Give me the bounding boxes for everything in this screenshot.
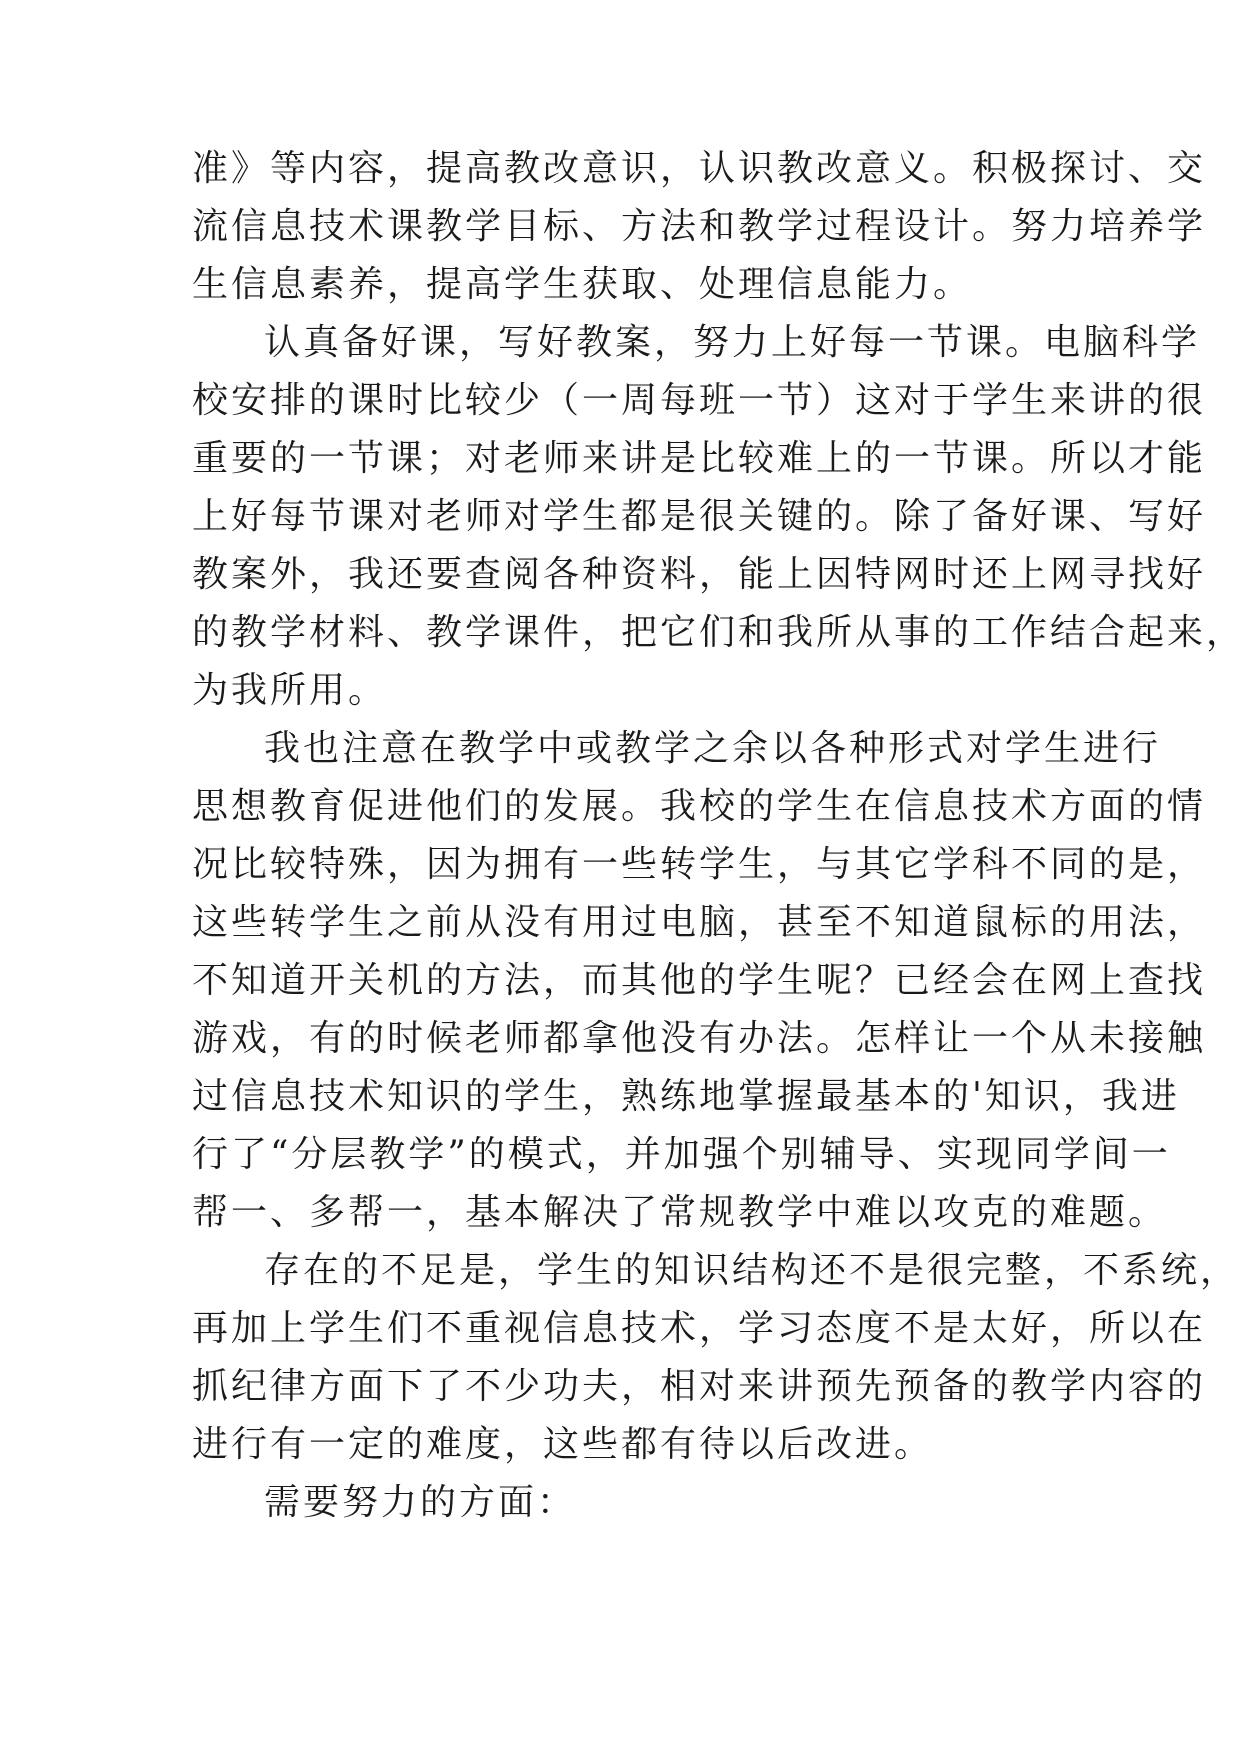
- text-line: 行了“分层教学”的模式，并加强个别辅导、实现同学间一: [192, 1134, 1171, 1175]
- paragraph: [192, 1242, 1240, 1474]
- paragraph: [192, 314, 1245, 720]
- text-line: 需要努力的方面：: [264, 1482, 577, 1523]
- text-line: 校安排的课时比较少（一周每班一节）这对于学生来讲的很: [192, 380, 1207, 421]
- text-line: 准》等内容，提高教改意识，认识教改意义。积极探讨、交: [192, 148, 1207, 189]
- text-line: 过信息技术知识的学生，熟练地掌握最基本的'知识，我进: [192, 1076, 1180, 1117]
- text-line: 上好每节课对老师对学生都是很关键的。除了备好课、写好: [192, 496, 1207, 537]
- text-line: 思想教育促进他们的发展。我校的学生在信息技术方面的情: [192, 786, 1207, 827]
- paragraph: [192, 720, 1207, 1242]
- paragraph: [192, 140, 1207, 314]
- text-line: 流信息技术课教学目标、方法和教学过程设计。努力培养学: [192, 206, 1207, 247]
- text-line: 不知道开关机的方法，而其他的学生呢？已经会在网上查找: [192, 960, 1207, 1001]
- text-line: 生信息素养，提高学生获取、处理信息能力。: [192, 264, 973, 305]
- text-line: 的教学材料、教学课件，把它们和我所从事的工作结合起来，: [192, 612, 1245, 653]
- text-line: 况比较特殊，因为拥有一些转学生，与其它学科不同的是，: [192, 844, 1207, 885]
- text-line: 游戏，有的时候老师都拿他没有办法。怎样让一个从未接触: [192, 1018, 1207, 1059]
- text-line: 我也注意在教学中或教学之余以各种形式对学生进行: [264, 728, 1162, 769]
- text-line: 存在的不足是，学生的知识结构还不是很完整，不系统，: [264, 1250, 1240, 1291]
- text-line: 重要的一节课；对老师来讲是比较难上的一节课。所以才能: [192, 438, 1207, 479]
- text-line: 抓纪律方面下了不少功夫，相对来讲预先预备的教学内容的: [192, 1366, 1207, 1407]
- text-line: 进行有一定的难度，这些都有待以后改进。: [192, 1424, 934, 1465]
- document-page: [192, 140, 1245, 1532]
- text-line: 为我所用。: [192, 670, 388, 711]
- text-line: 帮一、多帮一，基本解决了常规教学中难以攻克的难题。: [192, 1192, 1168, 1233]
- text-line: 教案外，我还要查阅各种资料，能上因特网时还上网寻找好: [192, 554, 1207, 595]
- text-line: 再加上学生们不重视信息技术，学习态度不是太好，所以在: [192, 1308, 1207, 1349]
- paragraph: [192, 1474, 1064, 1532]
- text-line: 这些转学生之前从没有用过电脑，甚至不知道鼠标的用法，: [192, 902, 1207, 943]
- text-line: 认真备好课，写好教案，努力上好每一节课。电脑科学: [264, 322, 1201, 363]
